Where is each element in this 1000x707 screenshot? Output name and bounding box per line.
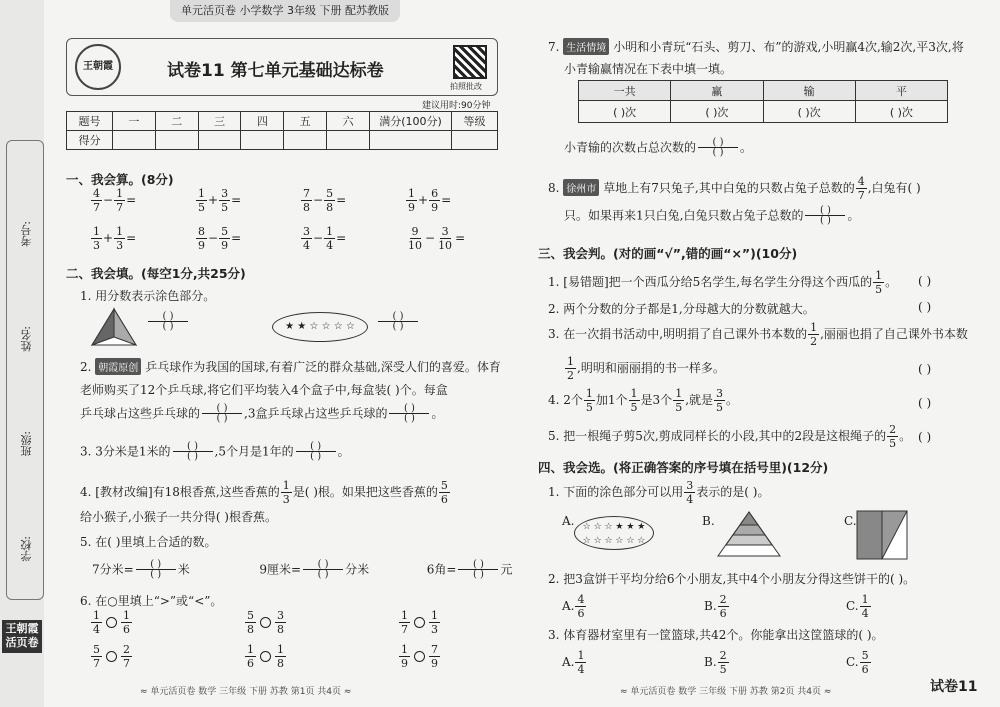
calc-item: $\frac{1}{3}$ + $\frac{1}{3}$ = <box>93 225 137 252</box>
section-3-title: 三、我会判。(对的画“√”,错的画“×”)(10分) <box>538 246 798 261</box>
q4-line-a <box>80 480 451 505</box>
q8-text-a2: ,白兔有( ) <box>867 181 921 195</box>
compare-grid <box>90 610 490 674</box>
calc-item: $\frac{3}{4}$ − $\frac{1}{4}$ = <box>303 225 347 252</box>
q7-text-c: 小青输的次数占总次数的 <box>564 140 697 155</box>
score-header: 二 <box>155 112 198 131</box>
q2-answer-2[interactable]: ( ) ( ) <box>389 404 429 424</box>
fraction: $\frac{1}{4}$ <box>577 649 585 676</box>
q5-item-2: 9厘米= <box>259 562 302 577</box>
compare-item <box>244 644 287 669</box>
q7-header: 输 <box>763 81 855 101</box>
calc-item: $\frac{4}{7}$ − $\frac{1}{7}$ = <box>93 187 137 214</box>
calc-item: $\frac{9}{10}$ − $\frac{3}{10}$ = <box>408 225 466 252</box>
score-header: 满分(100分) <box>370 112 452 131</box>
judge-5-paren[interactable]: ( ) <box>918 430 932 444</box>
fraction: $\frac{6}{9}$ <box>431 187 439 214</box>
fraction: $\frac{5}{7}$ <box>93 643 100 670</box>
side-brand: 王朝霞 活页卷 <box>2 620 42 653</box>
q4-frac-1: $\frac{1}{3}$ <box>282 479 290 506</box>
star-oval <box>272 312 368 342</box>
compare-circle[interactable] <box>414 651 425 662</box>
c1-triangle <box>716 510 782 558</box>
q5-unit-3: 元 <box>500 562 513 577</box>
q2-text-c2: ,3盒乒乓球占这些乒乓球的 <box>244 406 388 421</box>
judge-4-paren[interactable]: ( ) <box>918 396 932 410</box>
triangle-figure <box>90 307 138 347</box>
q2-text-c1: 乒乓球占这些乒乓球的 <box>80 406 201 421</box>
q6-text: 6. 在○里填上“>”或“<”。 <box>80 594 223 608</box>
fraction: $\frac{1}{8}$ <box>277 643 284 670</box>
score-header: 三 <box>198 112 241 131</box>
fraction: $\frac{1}{4}$ <box>861 593 869 620</box>
q3-answer-1[interactable]: ( ) ( ) <box>173 442 213 462</box>
fraction: $\frac{2}{6}$ <box>719 593 727 620</box>
q5-item-3: 6角= <box>426 562 457 577</box>
label-name: 姓名: <box>20 326 33 352</box>
q5-item-1: 7分米= <box>92 562 134 577</box>
q7-header: 一共 <box>579 81 671 101</box>
j5-text: 5. 把一根绳子剪5次,剪成同样长的小段,其中的2段是这根绳子的 <box>548 429 887 443</box>
judge-4: 4. 2个 $\frac{1}{5}$ 加1个 $\frac{1}{5}$ 是3个 $\frac{1}{5}$ ,就是 $\frac{3}{5}$ 。 <box>548 387 739 414</box>
q5-text: 5. 在( )里填上合适的数。 <box>80 535 217 549</box>
judge-1-paren[interactable]: ( ) <box>918 274 932 288</box>
right-footer: ≈ 单元活页卷 数学 三年级 下册 苏教 第2页 共4页 ≈ <box>620 687 832 697</box>
choice-2: 2. 把3盒饼干平均分给6个小朋友,其中4个小朋友分得这些饼干的( )。 <box>548 572 916 586</box>
fraction: $\frac{7}{8}$ <box>303 187 310 214</box>
q7-cell[interactable]: ( )次 <box>763 101 855 123</box>
q7-cell[interactable]: ( )次 <box>855 101 947 123</box>
q7-line-a: 7. 生活情境 小明和小青玩“石头、剪刀、布”的游戏,小明赢4次,输2次,平3次,将 <box>548 40 964 54</box>
choice-option[interactable]: A. $\frac{4}{6}$ <box>562 593 585 620</box>
compare-item <box>398 610 441 635</box>
fraction: $\frac{8}{9}$ <box>198 225 205 252</box>
choice-option[interactable]: C. $\frac{5}{6}$ <box>846 649 869 676</box>
score-header: 题号 <box>67 112 113 131</box>
c1-stars-1: ☆ ☆ ☆ ★ ★ ★ <box>582 522 646 532</box>
label-school: 学校: <box>20 536 33 562</box>
score-header: 四 <box>241 112 284 131</box>
q1-answer-2[interactable]: ( ) ( ) <box>376 312 420 332</box>
label-kaohao: 考号: <box>20 221 33 247</box>
q5-answer-3[interactable]: ( ) ( ) <box>458 560 498 580</box>
compare-circle[interactable] <box>106 651 117 662</box>
page-badge: 试卷11 <box>930 679 978 695</box>
c1-stars-2: ☆ ☆ ☆ ☆ ☆ ☆ <box>582 536 646 546</box>
fraction: $\frac{5}{8}$ <box>326 187 334 214</box>
score-cell[interactable] <box>284 131 327 150</box>
fraction: $\frac{5}{9}$ <box>221 225 229 252</box>
q8-frac: $\frac{4}{7}$ <box>857 175 865 202</box>
j4-a: 4. 2个 <box>548 393 583 407</box>
fraction: $\frac{4}{7}$ <box>93 187 100 214</box>
q4-frac-2: $\frac{5}{6}$ <box>440 479 448 506</box>
q5-answer-2[interactable]: ( ) ( ) <box>303 560 343 580</box>
score-table <box>66 111 498 150</box>
choice-option[interactable]: B. $\frac{2}{5}$ <box>704 649 727 676</box>
j3-text-d: ,明明和丽丽捐的书一样多。 <box>577 361 725 375</box>
q7-text-a: 小明和小青玩“石头、剪刀、布”的游戏,小明赢4次,输2次,平3次,将 <box>613 40 964 54</box>
fraction: $\frac{1}{3}$ <box>431 609 438 636</box>
c1-square <box>856 510 908 560</box>
suggested-time: 建议用时:90分钟 <box>422 101 491 111</box>
fraction: $\frac{3}{8}$ <box>277 609 284 636</box>
tag-life: 生活情境 <box>563 38 609 55</box>
q1-answer-1[interactable]: ( ) ( ) <box>146 312 190 332</box>
q2-answer-1[interactable]: ( ) ( ) <box>202 404 242 424</box>
compare-item <box>90 610 133 635</box>
star-row: ★ ★ ☆ ☆ ☆ ☆ <box>285 321 355 332</box>
j4-c: 是3个 <box>640 393 673 407</box>
score-row-label: 得分 <box>67 131 113 150</box>
fraction: $\frac{3}{10}$ <box>438 225 453 252</box>
judge-2: 2. 两个分数的分子都是1,分母越大的分数就越大。 <box>548 302 815 316</box>
calc-item: $\frac{1}{5}$ + $\frac{3}{5}$ = <box>198 187 242 214</box>
q4-text-b: 是( )根。如果把这些香蕉的 <box>292 485 438 499</box>
judge-3-b: $\frac{1}{2}$ ,明明和丽丽捐的书一样多。 <box>567 355 725 382</box>
q8-line-b: 只。如果再来1只白兔,白兔只数占兔子总数的 ( ) ( ) 。 <box>564 205 860 226</box>
q8-answer[interactable]: ( ) ( ) <box>805 206 845 226</box>
compare-item <box>398 644 441 669</box>
fraction: $\frac{1}{7}$ <box>116 187 124 214</box>
qr-code-icon[interactable] <box>453 45 487 79</box>
j1-text: 1. [易错题]把一个西瓜分给5名学生,每名学生分得这个西瓜的 <box>548 275 873 289</box>
choice-option[interactable]: A. $\frac{1}{4}$ <box>562 649 585 676</box>
fraction: $\frac{1}{9}$ <box>408 187 415 214</box>
compare-circle[interactable] <box>260 617 271 628</box>
title-box <box>66 38 498 96</box>
q5-unit-2: 分米 <box>345 562 370 577</box>
q7-cell[interactable]: ( )次 <box>579 101 671 123</box>
compare-item <box>90 644 133 669</box>
c1-opt-b-label: B. <box>702 514 715 528</box>
page-title: 试卷11 第七单元基础达标卷 <box>167 61 384 81</box>
score-cell[interactable] <box>370 131 452 150</box>
q7-line-c: 小青输的次数占总次数的 ( ) ( ) 。 <box>564 137 753 158</box>
calc-item: $\frac{8}{9}$ − $\frac{5}{9}$ = <box>198 225 242 252</box>
q7-answer[interactable]: ( ) ( ) <box>698 138 738 158</box>
score-header: 一 <box>113 112 156 131</box>
score-cell[interactable] <box>198 131 241 150</box>
section-1-title: 一、我会算。(8分) <box>66 172 174 187</box>
choice-option[interactable]: B. $\frac{2}{6}$ <box>704 593 727 620</box>
tag-xuzhou: 徐州市 <box>563 179 599 196</box>
choice-3: 3. 体育器材室里有一筐篮球,共42个。你能拿出这筐篮球的( )。 <box>548 628 884 642</box>
side-labels <box>6 140 44 600</box>
q7-header: 平 <box>855 81 947 101</box>
judge-3-a: 3. 在一次捐书活动中,明明捐了自己课外书本数的 $\frac{1}{2}$ ,丽丽也捐了自己课外书本数 <box>548 321 968 348</box>
qr-label: 拍照批改 <box>450 82 482 91</box>
fraction: $\frac{5}{8}$ <box>247 609 254 636</box>
judge-3-paren[interactable]: ( ) <box>918 362 932 376</box>
score-header: 六 <box>327 112 370 131</box>
score-cell[interactable] <box>155 131 198 150</box>
q5-items <box>92 560 512 580</box>
fraction: $\frac{5}{6}$ <box>861 649 869 676</box>
c1-text-a: 1. 下面的涂色部分可以用 <box>548 485 684 499</box>
fraction: $\frac{2}{5}$ <box>719 649 727 676</box>
compare-circle[interactable] <box>414 617 425 628</box>
fraction: $\frac{1}{3}$ <box>93 225 100 252</box>
q1-text: 1. 用分数表示涂色部分。 <box>80 289 216 303</box>
calc-item: $\frac{1}{9}$ + $\frac{6}{9}$ = <box>408 187 452 214</box>
q7-table <box>578 80 948 123</box>
section-4-title: 四、我会选。(将正确答案的序号填在括号里)(12分) <box>538 460 829 475</box>
fraction: $\frac{1}{4}$ <box>93 609 100 636</box>
q2-text-a: 乒乓球作为我国的国球,有着广泛的群众基础,深受人们的喜爱。体育 <box>145 360 501 374</box>
choice-option[interactable]: C. $\frac{1}{4}$ <box>846 593 869 620</box>
c1-opt-a-label: A. <box>562 514 575 528</box>
q8-line-a: 8. 徐州市 草地上有7只兔子,其中白兔的只数占兔子总数的 $\frac{4}{7}$ ,白兔有( ) <box>548 175 921 202</box>
score-cell[interactable] <box>327 131 370 150</box>
fraction: $\frac{3}{5}$ <box>221 187 229 214</box>
fraction: $\frac{1}{5}$ <box>198 187 205 214</box>
score-header: 等级 <box>452 112 498 131</box>
q2-line-a: 2. 朝霞原创 乒乓球作为我国的国球,有着广泛的群众基础,深受人们的喜爱。体育 <box>80 360 501 374</box>
fraction: $\frac{3}{4}$ <box>303 225 310 252</box>
q2-line-b: 老师购买了12个乒乓球,将它们平均装入4个盒子中,每盒装( )个。每盒 <box>80 383 448 397</box>
score-cell[interactable] <box>452 131 498 150</box>
q3-answer-2[interactable]: ( ) ( ) <box>296 442 336 462</box>
calc-grid <box>90 188 500 258</box>
tag-original: 朝霞原创 <box>95 358 141 375</box>
fraction: $\frac{1}{6}$ <box>247 643 254 670</box>
q3-line: 3. 3分米是1米的 ( ) ( ) ,5个月是1年的 ( ) ( ) 。 <box>80 441 350 462</box>
judge-1: 1. [易错题]把一个西瓜分给5名学生,每名学生分得这个西瓜的 $\frac{1}{5}$ 。 <box>548 269 898 296</box>
fraction: $\frac{9}{10}$ <box>408 225 422 252</box>
c1-star-oval <box>574 516 654 550</box>
q5-answer-1[interactable]: ( ) ( ) <box>136 560 176 580</box>
fraction: $\frac{1}{4}$ <box>326 225 334 252</box>
calc-item: $\frac{7}{8}$ − $\frac{5}{8}$ = <box>303 187 347 214</box>
q3-text-b: ,5个月是1年的 <box>214 444 294 459</box>
fraction: $\frac{7}{9}$ <box>431 643 438 670</box>
fraction: $\frac{1}{6}$ <box>123 609 130 636</box>
score-cell[interactable] <box>113 131 156 150</box>
fraction: $\frac{1}{3}$ <box>116 225 124 252</box>
judge-2-paren[interactable]: ( ) <box>918 300 932 314</box>
top-banner: 单元活页卷 小学数学 3年级 下册 配苏教版 <box>170 0 400 22</box>
fraction: $\frac{1}{9}$ <box>401 643 408 670</box>
q4-text-a: 4. [教材改编]有18根香蕉,这些香蕉的 <box>80 485 280 499</box>
q2-line-c: 乒乓球占这些乒乓球的 ( ) ( ) ,3盒乒乓球占这些乒乓球的 ( ) ( ) 。 <box>80 403 444 424</box>
left-footer: ≈ 单元活页卷 数学 三年级 下册 苏教 第1页 共4页 ≈ <box>140 687 352 697</box>
q8-text-b: 只。如果再来1只白兔,白兔只数占兔子总数的 <box>564 208 804 223</box>
score-cell[interactable] <box>241 131 284 150</box>
judge-5: 5. 把一根绳子剪5次,剪成同样长的小段,其中的2段是这根绳子的 $\frac{2}{5}$ 。 <box>548 423 912 450</box>
q3-text-a: 3. 3分米是1米的 <box>80 444 171 459</box>
fraction: $\frac{1}{7}$ <box>401 609 408 636</box>
q7-header: 赢 <box>671 81 763 101</box>
q5-unit-1: 米 <box>177 562 190 577</box>
j3-text-b: ,丽丽也捐了自己课外书本数 <box>820 327 968 341</box>
c1-text-b: 表示的是( )。 <box>696 485 770 499</box>
j3-text-a: 3. 在一次捐书活动中,明明捐了自己课外书本数的 <box>548 327 808 341</box>
q4-line-c: 给小猴子,小猴子一共分得( )根香蕉。 <box>80 510 277 524</box>
q8-text-a: 草地上有7只兔子,其中白兔的只数占兔子总数的 <box>603 181 855 195</box>
c1-opt-c-label: C. <box>844 514 857 528</box>
section-2-title: 二、我会填。(每空1分,共25分) <box>66 266 246 281</box>
j4-b: 加1个 <box>595 393 628 407</box>
fraction: $\frac{2}{7}$ <box>123 643 130 670</box>
compare-circle[interactable] <box>260 651 271 662</box>
j4-d: ,就是 <box>685 393 714 407</box>
label-class: 班级: <box>20 431 33 457</box>
q7-cell[interactable]: ( )次 <box>671 101 763 123</box>
logo: 王朝霞 <box>75 44 121 90</box>
score-header: 五 <box>284 112 327 131</box>
compare-item <box>244 610 287 635</box>
fraction: $\frac{4}{6}$ <box>577 593 585 620</box>
q7-line-b: 小青输赢情况在下表中填一填。 <box>564 62 733 76</box>
compare-circle[interactable] <box>106 617 117 628</box>
choice-1: 1. 下面的涂色部分可以用 $\frac{3}{4}$ 表示的是( )。 <box>548 479 770 506</box>
